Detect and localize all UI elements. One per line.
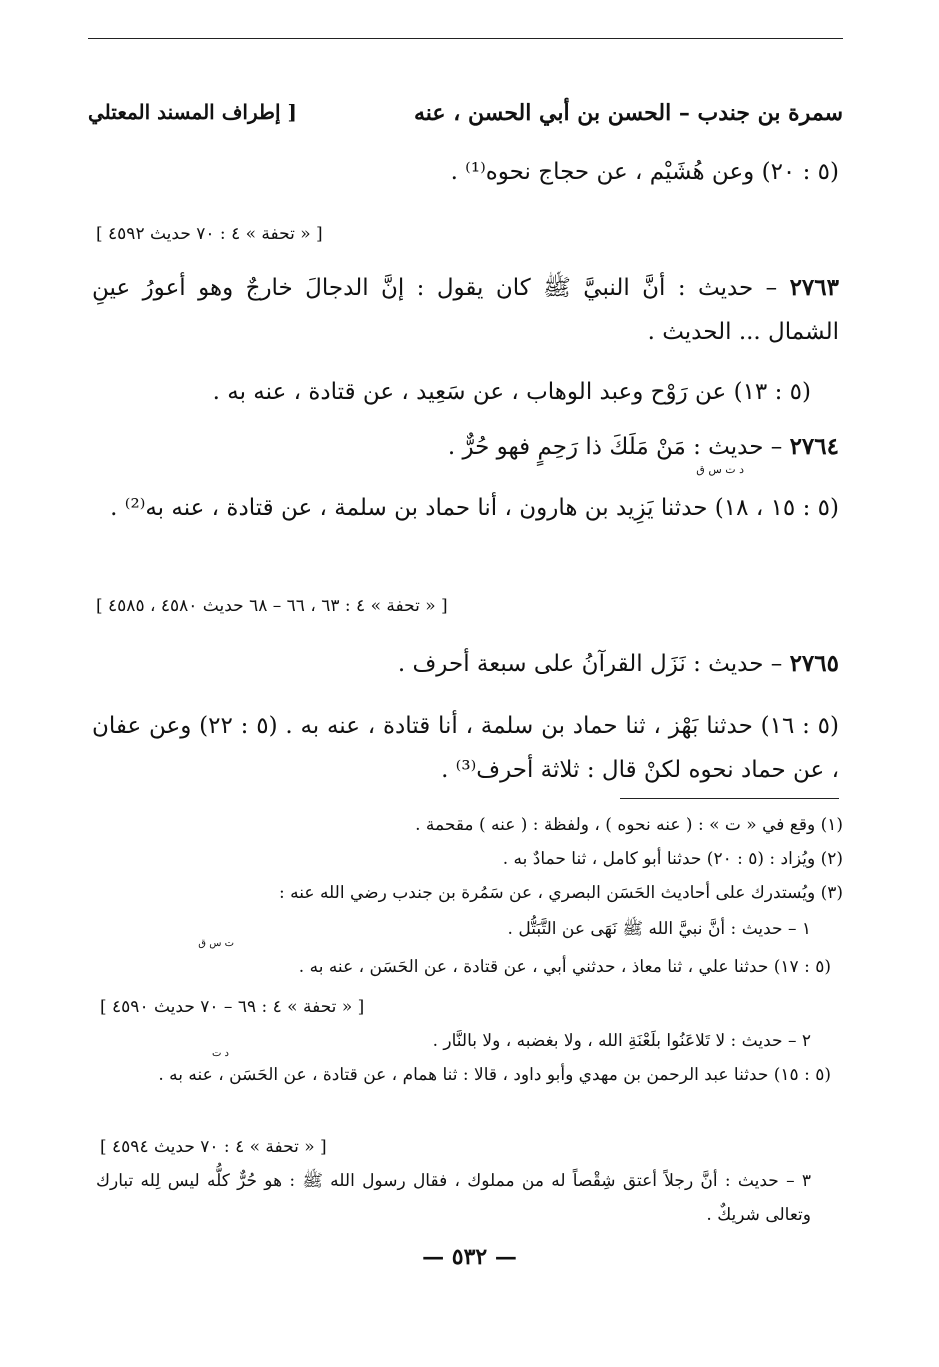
hadith-number: ٢٧٦٣ <box>789 274 839 301</box>
header-book-title: [ إطراف المسند المعتلي <box>88 100 297 124</box>
footnote-hadith-1: ١ – حديث : أنَّ نبيَّ الله ﷺ نَهَى عن التَّبَتُّل . <box>507 919 811 939</box>
footnote-hadith-2-isnad: (٥ : ١٥) حدثنا عبد الرحمن بن مهدي وأبو داود ، قالا : ثنا همام ، عن قتادة ، عن الحَسَن ، عنه به . <box>158 1065 831 1085</box>
header-rule <box>88 38 843 39</box>
hadith-number: ٢٧٦٤ <box>789 433 839 460</box>
paragraph-3: (٥ : ١٥ ، ١٨) حدثنا يَزِيد بن هارون ، أنا حماد بن سلمة ، عن قتادة ، عنه به⁽²⁾ . <box>110 495 839 521</box>
page-number: — ٥٣٢ — <box>422 1244 517 1270</box>
hadith-text: – حديث : أنَّ النبيَّ ﷺ كان يقول : إنَّ الدجالَ خارجٌ وهو أعورُ عينِ الشمال ... الحديث . <box>92 275 839 345</box>
tuhfa-ref-1: [ « تحفة » ٤ : ٧٠ حديث ٤٥٩٢ ] <box>96 224 323 244</box>
hadith-2763 <box>92 266 839 354</box>
paragraph-1: (٥ : ٢٠) وعن هُشَيْم ، عن حجاج نحوه⁽¹⁾ . <box>450 159 839 185</box>
footnote-hadith-2: ٢ – حديث : لا تَلاعَنُوا بلَعْنَةِ الله ، ولا بغضبه ، ولا بالنَّار . <box>432 1031 811 1051</box>
hadith-2765 <box>92 642 839 686</box>
footnote-1: (١) وقع في « ت » : ( عنه نحوه ) ، ولفظة : ( عنه ) مقحمة . <box>415 815 843 835</box>
running-header <box>88 96 843 132</box>
footnote-separator <box>620 798 839 799</box>
hadith-text: – حديث : مَنْ مَلَكَ ذا رَحِمٍ فهو حُرٌّ . <box>447 434 783 460</box>
header-chapter-title: سمرة بن جندب – الحسن بن أبي الحسن ، عنه <box>414 100 843 126</box>
hadith-number: ٢٧٦٥ <box>789 650 839 677</box>
footnote-tuhfa-1: [ « تحفة » ٤ : ٦٩ – ٧٠ حديث ٤٥٩٠ ] <box>100 997 365 1017</box>
footnote-tuhfa-2: [ « تحفة » ٤ : ٧٠ حديث ٤٥٩٤ ] <box>100 1137 327 1157</box>
footnote-hadith-3: ٣ – حديث : أنَّ رجلاً أعتق شِقْصاً له من مملوك ، فقال رسول الله ﷺ : هو حُرٌّ كلُّه ليس لِله تبارك وتعالى شريكٌ . <box>96 1171 811 1225</box>
footnote-2: (٢) ويُزاد : (٥ : ٢٠) حدثنا أبو كامل ، ثنا حمادٌ به . <box>502 849 843 869</box>
footnote-hadith-2-code: د ت <box>211 1048 229 1059</box>
tuhfa-ref-2: [ « تحفة » ٤ : ٦٣ ، ٦٦ – ٦٨ حديث ٤٥٨٠ ، ٤٥٨٥ ] <box>96 596 448 616</box>
hadith-text: – حديث : نَزَل القرآنُ على سبعة أحرف . <box>397 651 783 677</box>
footnote-3: (٣) ويُستدرك على أحاديث الحَسَن البصري ، عن سَمُرة بن جندب رضي الله عنه : <box>279 883 843 903</box>
paragraph-2: (٥ : ١٣) عن رَوْح وعبد الوهاب ، عن سَعِيد ، عن قتادة ، عنه به . <box>212 379 811 405</box>
footnote-hadith-1-code: ت س ق <box>198 938 234 949</box>
paragraph-4: (٥ : ١٦) حدثنا بَهْز ، ثنا حماد بن سلمة ، أنا قتادة ، عنه به . (٥ : ٢٢) وعن عفان ، عن حماد نحوه لكنْ قال : ثلاثة أحرف⁽³⁾ . <box>92 713 840 783</box>
hadith-sources-code: د ت س ق <box>696 463 744 476</box>
footnote-hadith-1-isnad: (٥ : ١٧) حدثنا علي ، ثنا معاذ ، حدثني أبي ، عن قتادة ، عن الحَسَن ، عنه به . <box>298 957 831 977</box>
